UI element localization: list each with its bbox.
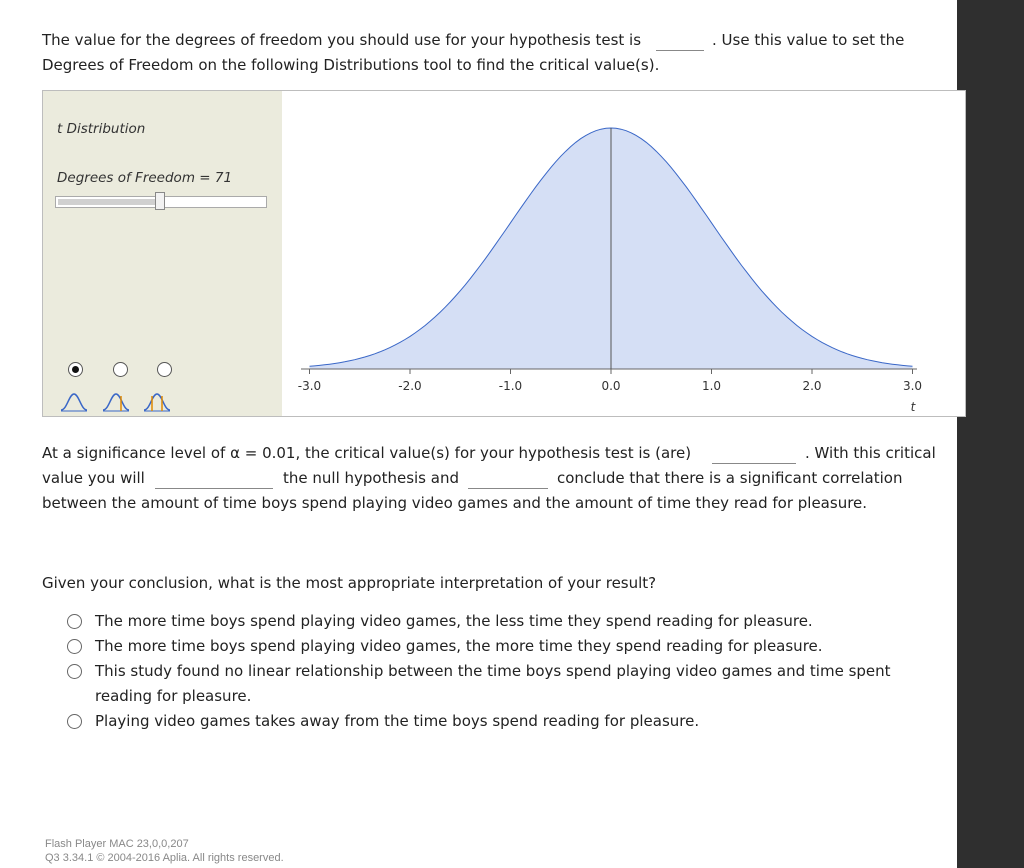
option-4-radio[interactable]: [67, 714, 82, 729]
q1-text-part1: The value for the degrees of freedom you should use for your hypothesis test is: [42, 31, 642, 49]
x-tick-label: 1.0: [701, 379, 722, 393]
reject-decision-input[interactable]: [155, 470, 273, 489]
option-3-label-line1: This study found no linear relationship between the time boys spend playing video games and time spent: [95, 662, 891, 680]
critical-value-input[interactable]: [712, 445, 796, 464]
right-tail-icon: [102, 390, 130, 414]
df-slider-fill: [58, 199, 158, 205]
q2-line3: between the amount of time boys spend playing video games and the amount of time they read for pleasure.: [42, 494, 868, 512]
tail-radio-right[interactable]: [113, 362, 128, 377]
two-tail-icon: [143, 390, 171, 414]
option-3-radio[interactable]: [67, 664, 82, 679]
option-3-label-line2: reading for pleasure.: [95, 687, 252, 705]
q1-line2: Degrees of Freedom on the following Distributions tool to find the critical value(s).: [42, 56, 660, 74]
df-answer-input[interactable]: [656, 32, 704, 51]
option-2-radio[interactable]: [67, 639, 82, 654]
df-label: Degrees of Freedom = 71: [57, 170, 233, 186]
x-tick-label: -2.0: [398, 379, 422, 393]
df-slider-thumb[interactable]: [155, 192, 165, 210]
tail-radio-two[interactable]: [157, 362, 172, 377]
q2-line1-end: . With this critical: [805, 444, 936, 462]
x-tick-label: 0.0: [601, 379, 621, 393]
q2-line1: At a significance level of α = 0.01, the critical value(s) for your hypothesis test is (are): [42, 444, 692, 462]
distribution-title: t Distribution: [57, 121, 146, 137]
q3-prompt: Given your conclusion, what is the most appropriate interpretation of your result?: [42, 574, 657, 592]
x-tick-label: -3.0: [297, 379, 322, 393]
q2-line2c: conclude that there is a significant correlation: [557, 469, 903, 487]
option-1-label: The more time boys spend playing video games, the less time they spend reading for pleasure.: [95, 612, 813, 630]
q1-line1: [42, 28, 641, 53]
conclusion-decision-input[interactable]: [468, 470, 548, 489]
footer-copyright: Q3 3.34.1 © 2004-2016 Aplia. All rights reserved.: [45, 852, 284, 864]
footer-player-version: Flash Player MAC 23,0,0,207: [45, 838, 189, 850]
q2-line2a: value you will: [42, 469, 145, 487]
distribution-tool: [42, 90, 966, 417]
option-4-label: Playing video games takes away from the time boys spend reading for pleasure.: [95, 712, 700, 730]
t-distribution-plot: [283, 91, 966, 416]
x-axis-label: t: [910, 400, 916, 414]
tail-radio-left[interactable]: [68, 362, 83, 377]
option-2-label: The more time boys spend playing video games, the more time they spend reading for pleasure.: [95, 637, 823, 655]
option-1-radio[interactable]: [67, 614, 82, 629]
x-tick-label: -1.0: [498, 379, 523, 393]
q2-line2b: the null hypothesis and: [283, 469, 459, 487]
q1-line1-end: . Use this value to set the: [712, 31, 905, 49]
x-tick-label: 3.0: [902, 379, 923, 393]
tool-control-panel: [43, 91, 282, 416]
x-tick-label: 2.0: [802, 379, 822, 393]
window-edge: [957, 0, 1024, 868]
left-tail-icon: [60, 390, 88, 414]
